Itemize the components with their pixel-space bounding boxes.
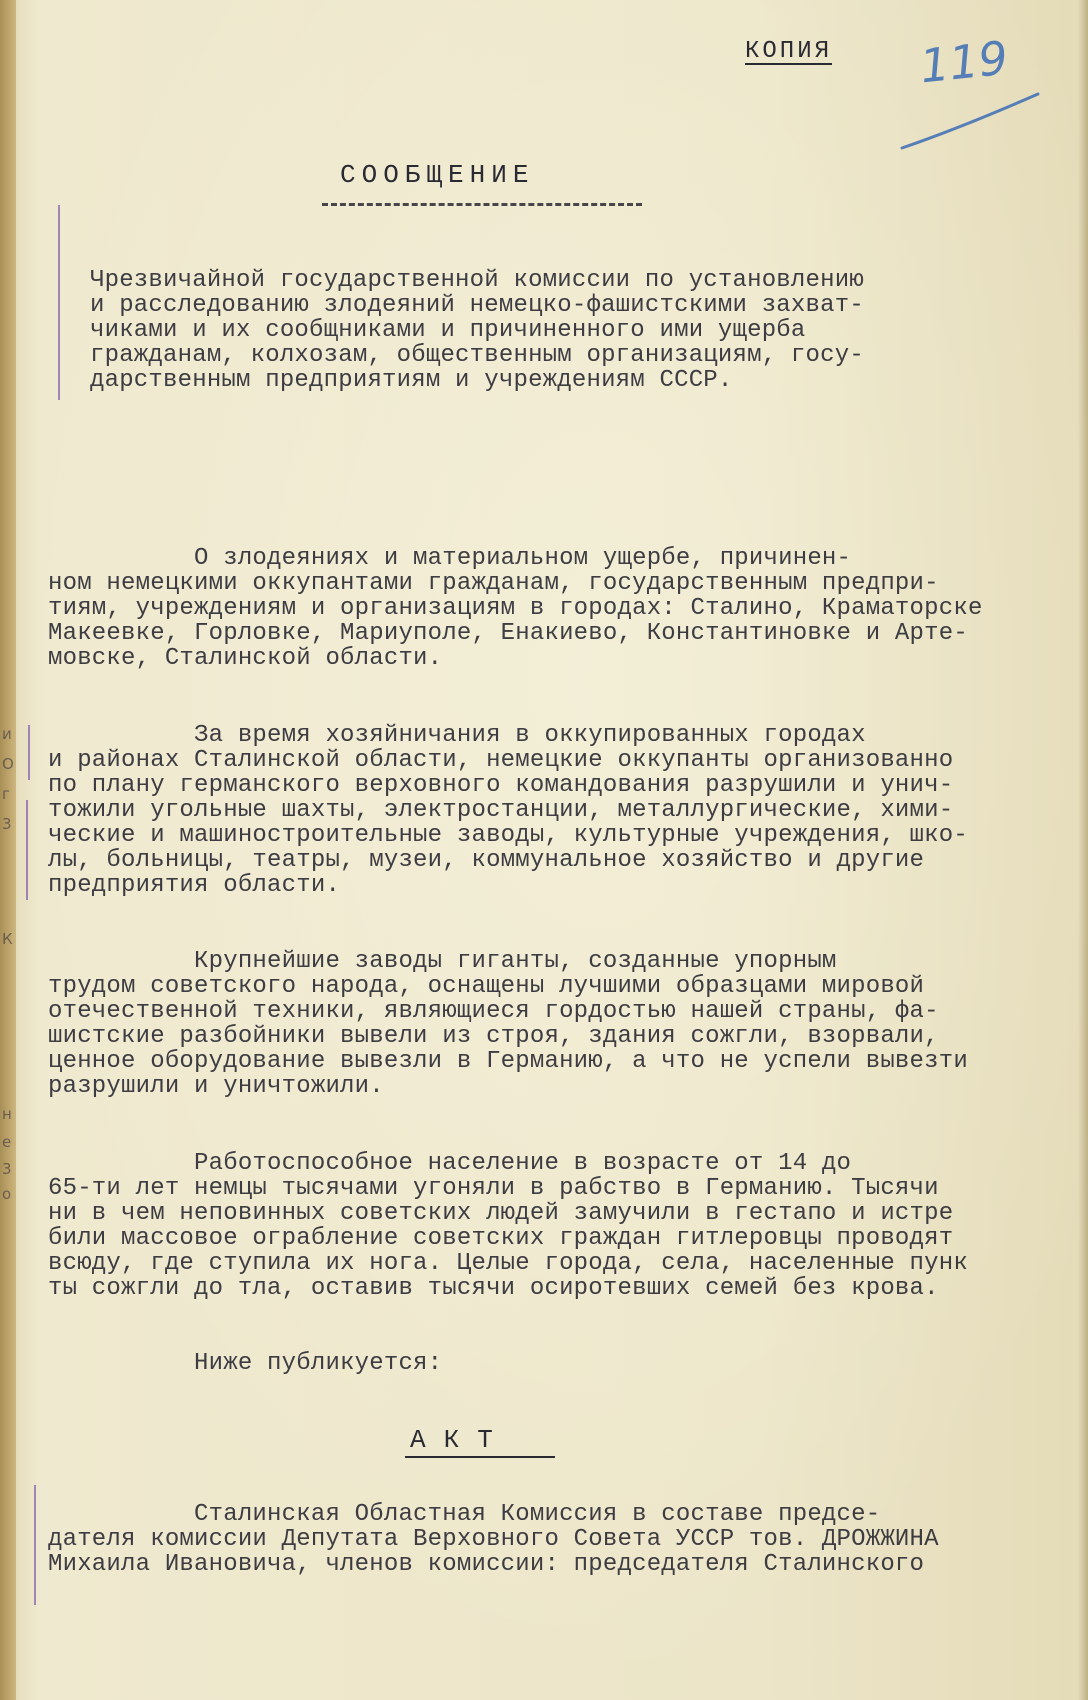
text-line: Работоспособное население в возрасте от 14 до <box>48 1150 852 1177</box>
text-line: били массовое ограбление советских граждан гитлеровцы проводят <box>48 1225 954 1252</box>
margin-letter: г <box>2 785 10 803</box>
text-line: предприятия области. <box>48 872 341 899</box>
text-line: 65-ти лет немцы тысячами угоняли в рабство в Германию. Тысячи <box>48 1175 939 1202</box>
text-line: ческие и машиностроительные заводы, культурные учреждения, шко- <box>48 822 968 849</box>
handwritten-underline-stroke <box>900 90 1040 150</box>
text-line: и расследованию злодеяний немецко-фашистскими захват- <box>90 292 864 319</box>
text-line: чиками и их сообщниками и причиненного ими ущерба <box>90 317 806 344</box>
text-line: трудом советского народа, оснащены лучшими образцами мировой <box>48 973 925 1000</box>
margin-letter: е <box>2 1133 12 1151</box>
text-line: гражданам, колхозам, общественным организациям, госу- <box>90 342 864 369</box>
text-line: дателя комиссии Депутата Верховного Совета УССР тов. ДРОЖЖИНА <box>48 1526 939 1553</box>
margin-letter: К <box>2 930 13 948</box>
text-line: Михаила Ивановича, членов комиссии: председателя Сталинского <box>48 1551 925 1578</box>
text-line: За время хозяйничания в оккупированных городах <box>48 722 866 749</box>
handwritten-folio-number: 119 <box>917 30 1011 94</box>
pencil-margin-mark <box>58 205 60 400</box>
title-underline <box>322 203 642 206</box>
text-line: ты сожгли до тла, оставив тысячи осиротевших семей без крова. <box>48 1275 939 1302</box>
act-title-underline <box>405 1456 555 1458</box>
margin-letter: О <box>2 755 14 773</box>
text-line: дарственным предприятиям и учреждениям СССР. <box>90 367 733 394</box>
text-line: по плану германского верховного командования разрушили и унич- <box>48 772 954 799</box>
pencil-margin-mark <box>34 1485 36 1605</box>
margin-letter: и <box>2 725 12 743</box>
page-right-edge <box>1078 0 1088 1700</box>
text-line: лы, больницы, театры, музеи, коммунальное хозяйство и другие <box>48 847 925 874</box>
margin-letter: н <box>2 1105 12 1123</box>
publish-line: Ниже публикуется: <box>48 1350 443 1377</box>
text-line: О злодеяниях и материальном ущербе, причинен- <box>48 545 852 572</box>
text-line: мовске, Сталинской области. <box>48 645 443 672</box>
margin-letter: 3 <box>2 815 12 833</box>
act-title: АКТ <box>410 1425 511 1455</box>
text-line: Чрезвичайной государственной комиссии по установлению <box>90 267 864 294</box>
text-line: всюду, где ступила их нога. Целые города, села, населенные пунк <box>48 1250 968 1277</box>
margin-letter: 3 <box>2 1160 12 1178</box>
copy-mark: КОПИЯ <box>745 38 833 65</box>
text-line: и районах Сталинской области, немецкие оккупанты организованно <box>48 747 954 774</box>
text-line: ценное оборудование вывезли в Германию, а что не успели вывезти <box>48 1048 968 1075</box>
text-line: тиям, учреждениям и организациям в городах: Сталино, Краматорске <box>48 595 983 622</box>
pencil-margin-mark <box>28 725 30 780</box>
text-line: отечественной техники, являющиеся гордостью нашей страны, фа- <box>48 998 939 1025</box>
pencil-margin-mark <box>26 800 28 900</box>
text-line: ни в чем неповинных советских людей замучили в гестапо и истре <box>48 1200 954 1227</box>
text-line: Сталинская Областная Комиссия в составе предсе- <box>48 1501 881 1528</box>
text-line: ном немецкими оккупантами гражданам, государственным предпри- <box>48 570 939 597</box>
text-line: разрушили и уничтожили. <box>48 1073 384 1100</box>
text-line: Крупнейшие заводы гиганты, созданные упорным <box>48 948 837 975</box>
text-line: Макеевке, Горловке, Мариуполе, Енакиево, Константиновке и Арте- <box>48 620 968 647</box>
document-title: СООБЩЕНИЕ <box>340 160 535 190</box>
margin-letter: о <box>2 1185 12 1203</box>
text-line: тожили угольные шахты, электростанции, металлургические, хими- <box>48 797 954 824</box>
text-line: шистские разбойники вывели из строя, здания сожгли, взорвали, <box>48 1023 939 1050</box>
